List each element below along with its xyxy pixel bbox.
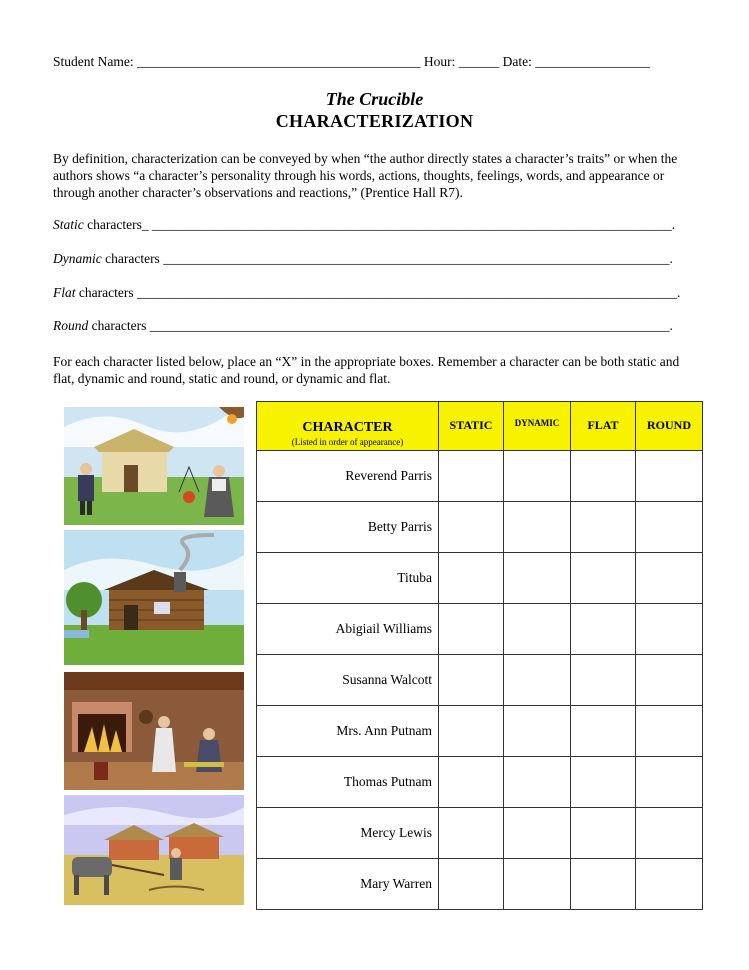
instructions: For each character listed below, place an “X” in the appropriate boxes. Remember a character can be both static and flat, dynamic and round, static and round, or dynamic and flat. (53, 354, 680, 386)
static-checkbox-cell[interactable] (439, 604, 504, 655)
table-row (257, 451, 703, 502)
character-name: Reverend Parris (257, 451, 439, 502)
round-checkbox-cell[interactable] (636, 706, 703, 757)
def-label: characters (101, 251, 160, 266)
characterization-table (256, 401, 703, 910)
round-checkbox-cell[interactable] (636, 451, 703, 502)
character-column-header (257, 402, 439, 451)
flat-column-header (571, 402, 636, 451)
round-checkbox-cell[interactable] (636, 859, 703, 910)
dynamic-column-header (504, 402, 571, 451)
character-name: Betty Parris (257, 502, 439, 553)
character-name: Tituba (257, 553, 439, 604)
def-label: characters (75, 285, 134, 300)
static-checkbox-cell[interactable] (439, 706, 504, 757)
student-name-label: Student Name: (53, 54, 134, 69)
static-checkbox-cell[interactable] (439, 808, 504, 859)
round-checkbox-cell[interactable] (636, 502, 703, 553)
flat-checkbox-cell[interactable] (571, 706, 636, 757)
table-row (257, 757, 703, 808)
column-header-label: STATIC (449, 418, 493, 432)
table-header-row (257, 402, 703, 451)
flat-checkbox-cell[interactable] (571, 757, 636, 808)
flat-checkbox-cell[interactable] (571, 553, 636, 604)
hour-blank[interactable]: ______ (458, 54, 500, 69)
term-flat: Flat (53, 285, 76, 300)
character-header-label: CHARACTER (302, 420, 393, 435)
plowing-farmer-illustration (64, 795, 244, 905)
term-dynamic: Dynamic (53, 251, 102, 266)
term-static: Static (53, 217, 84, 232)
character-header-note: (Listed in order of appearance) (291, 437, 404, 447)
column-header-label: DYNAMIC (514, 418, 560, 428)
flat-checkbox-cell[interactable] (571, 502, 636, 553)
def-label: characters_ (83, 217, 149, 232)
static-column-header (439, 402, 504, 451)
character-name: Abigiail Williams (257, 604, 439, 655)
dynamic-checkbox-cell[interactable] (504, 451, 571, 502)
static-checkbox-cell[interactable] (439, 451, 504, 502)
table-row (257, 553, 703, 604)
static-checkbox-cell[interactable] (439, 553, 504, 604)
fireplace-interior-illustration (64, 672, 244, 790)
round-checkbox-cell[interactable] (636, 757, 703, 808)
date-label: Date: (502, 54, 532, 69)
round-checkbox-cell[interactable] (636, 553, 703, 604)
dynamic-definition-line (53, 251, 698, 267)
def-label: characters (88, 318, 147, 333)
colonial-village-illustration (64, 407, 244, 525)
static-definition-line (53, 217, 698, 233)
dynamic-definition-blank[interactable]: ___________________________________________________________________________. (163, 251, 673, 266)
character-name: Thomas Putnam (257, 757, 439, 808)
student-name-blank[interactable]: __________________________________________ (137, 54, 421, 69)
static-checkbox-cell[interactable] (439, 859, 504, 910)
page-title: CHARACTERIZATION (275, 111, 474, 131)
column-header-label: FLAT (587, 418, 619, 432)
static-checkbox-cell[interactable] (439, 757, 504, 808)
table-row (257, 706, 703, 757)
flat-checkbox-cell[interactable] (571, 451, 636, 502)
static-checkbox-cell[interactable] (439, 655, 504, 706)
dynamic-checkbox-cell[interactable] (504, 757, 571, 808)
column-header-label: ROUND (647, 418, 691, 432)
round-checkbox-cell[interactable] (636, 655, 703, 706)
flat-checkbox-cell[interactable] (571, 808, 636, 859)
round-checkbox-cell[interactable] (636, 808, 703, 859)
static-checkbox-cell[interactable] (439, 502, 504, 553)
character-name: Mary Warren (257, 859, 439, 910)
dynamic-checkbox-cell[interactable] (504, 604, 571, 655)
dynamic-checkbox-cell[interactable] (504, 808, 571, 859)
table-row (257, 604, 703, 655)
dynamic-checkbox-cell[interactable] (504, 502, 571, 553)
table-row (257, 655, 703, 706)
round-definition-line (53, 318, 698, 334)
term-round: Round (53, 318, 89, 333)
character-name: Mrs. Ann Putnam (257, 706, 439, 757)
flat-checkbox-cell[interactable] (571, 859, 636, 910)
hour-label: Hour: (423, 54, 456, 69)
flat-definition-line (53, 285, 698, 301)
round-definition-blank[interactable]: _____________________________________________________________________________. (149, 318, 673, 333)
dynamic-checkbox-cell[interactable] (504, 859, 571, 910)
dynamic-checkbox-cell[interactable] (504, 706, 571, 757)
log-cabin-illustration (64, 530, 244, 665)
dynamic-checkbox-cell[interactable] (504, 655, 571, 706)
round-column-header (636, 402, 703, 451)
work-title: The Crucible (325, 89, 424, 109)
round-checkbox-cell[interactable] (636, 604, 703, 655)
student-info-line (53, 54, 698, 70)
table-row (257, 502, 703, 553)
dynamic-checkbox-cell[interactable] (504, 553, 571, 604)
flat-checkbox-cell[interactable] (571, 604, 636, 655)
static-definition-blank[interactable]: _____________________________________________________________________________. (151, 217, 676, 232)
character-name: Susanna Walcott (257, 655, 439, 706)
table-row (257, 808, 703, 859)
date-blank[interactable]: _________________ (535, 54, 650, 69)
flat-definition-blank[interactable]: ________________________________________________________________________________. (136, 285, 681, 300)
character-name: Mercy Lewis (257, 808, 439, 859)
flat-checkbox-cell[interactable] (571, 655, 636, 706)
definition-paragraph: By definition, characterization can be conveyed by when “the author directly states a character’s traits” or when the authors shows “a character’s personality through his words, actions, thoughts, feelings, words, and appearance or through another character’s observations and reactions,” (Prentice Hall R7). (53, 151, 678, 200)
table-row (257, 859, 703, 910)
